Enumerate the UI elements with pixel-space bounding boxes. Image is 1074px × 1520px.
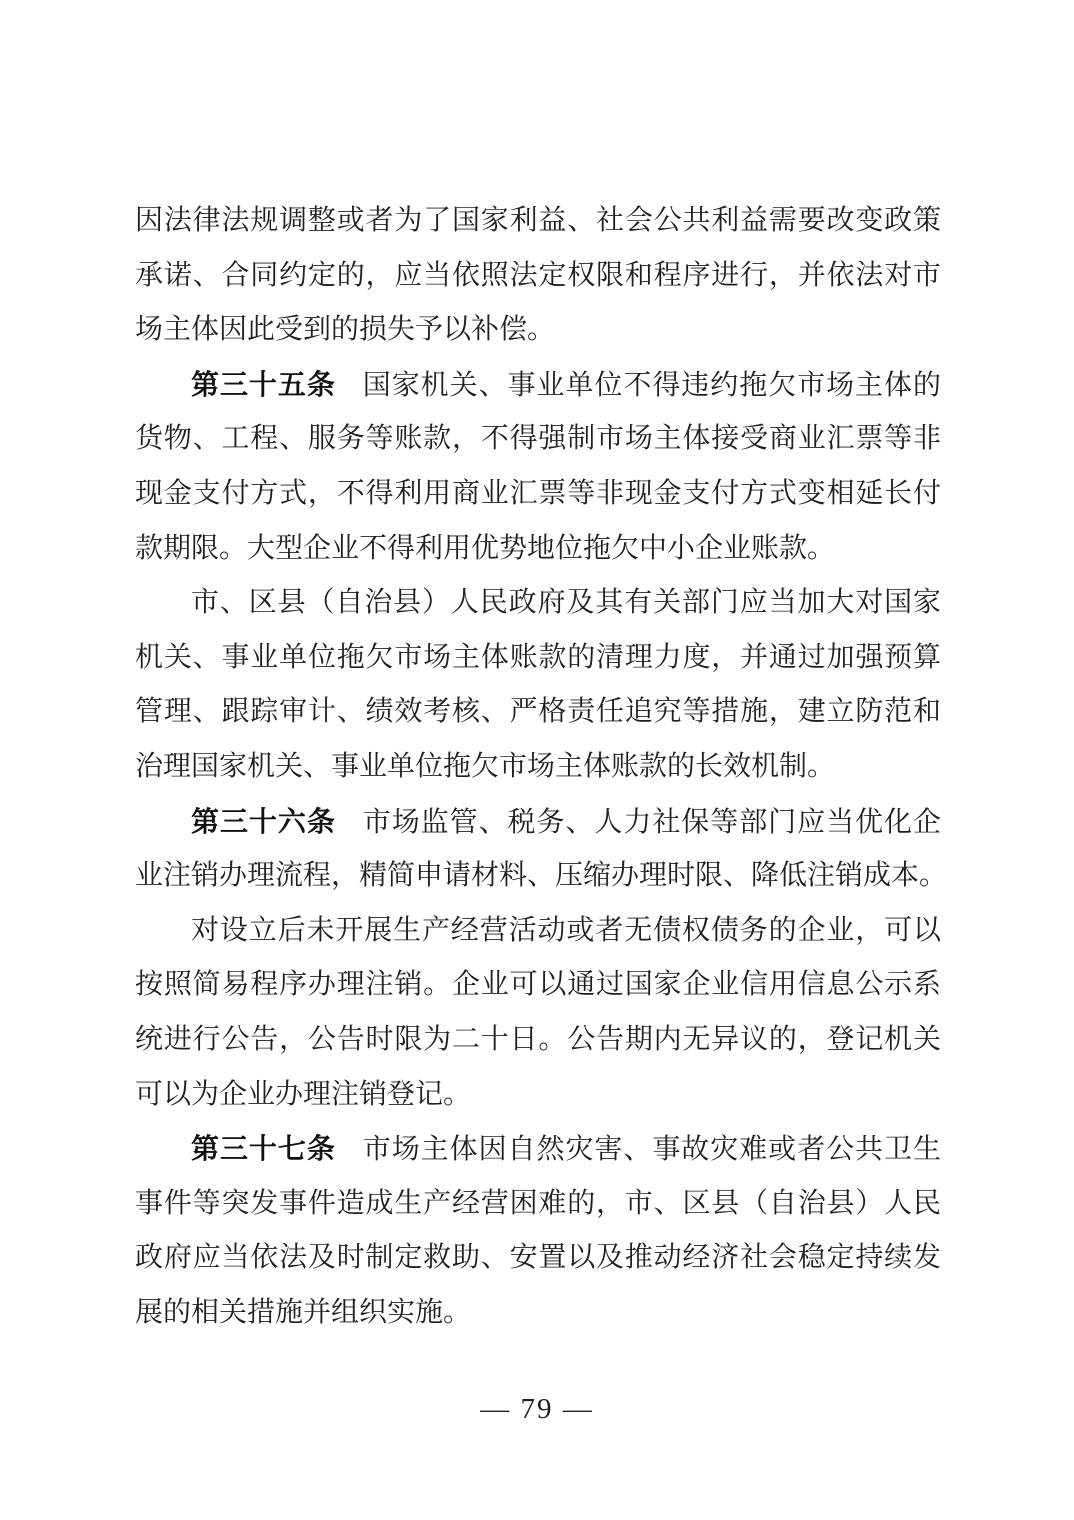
line-text: 场主体因此受到的损失予以补偿。 (135, 314, 556, 346)
text-line (135, 904, 941, 959)
text-line (135, 412, 941, 467)
line-text: 货物、工程、服务等账款，不得强制市场主体接受商业汇票等非 (135, 423, 941, 455)
line-text: 现金支付方式，不得利用商业汇票等非现金支付方式变相延长付 (135, 477, 941, 509)
paragraph (135, 576, 941, 794)
line-text: 对设立后未开展生产经营活动或者无债权债务的企业，可以 (191, 914, 941, 946)
article-number-label: 第三十六条 (191, 805, 336, 837)
line-text: 国家机关、事业单位不得违约拖欠市场主体的 (361, 369, 941, 401)
text-line (135, 1177, 941, 1232)
line-text: 业注销办理流程，精简申请材料、压缩办理时限、降低注销成本。 (135, 860, 948, 892)
text-line (135, 303, 941, 358)
line-text: 治理国家机关、事业单位拖欠市场主体账款的长效机制。 (135, 750, 836, 782)
article-paragraph (135, 795, 948, 904)
line-text: 按照简易程序办理注销。企业可以通过国家企业信用信息公示系 (135, 969, 941, 1001)
text-line (135, 740, 941, 795)
text-line (135, 249, 941, 304)
text-block (135, 194, 948, 1340)
paragraph (135, 904, 941, 1122)
line-text: 管理、跟踪审计、绩效考核、严格责任追究等措施，建立防范和 (135, 696, 941, 728)
line-text: 统进行公告，公告时限为二十日。公告期内无异议的，登记机关 (135, 1023, 941, 1055)
article-number-label: 第三十五条 (191, 368, 336, 400)
text-line (135, 795, 941, 850)
text-line (135, 685, 941, 740)
text-line (135, 194, 941, 249)
text-line (135, 467, 941, 522)
line-text: 事件等突发事件造成生产经营困难的，市、区县（自治县）人民 (135, 1187, 941, 1219)
text-line (135, 631, 941, 686)
line-text: 展的相关措施并组织实施。 (135, 1296, 472, 1328)
line-text: 机关、事业单位拖欠市场主体账款的清理力度，并通过加强预算 (135, 641, 941, 673)
line-text: 市场监管、税务、人力社保等部门应当优化企 (361, 806, 941, 838)
text-line (135, 522, 941, 577)
text-line (135, 1122, 941, 1177)
text-line (135, 1286, 941, 1341)
article-paragraph (135, 1122, 941, 1340)
paragraph (135, 194, 941, 358)
line-text: 市场主体因自然灾害、事故灾难或者公共卫生 (361, 1134, 941, 1166)
text-line (135, 849, 948, 904)
line-text: 市、区县（自治县）人民政府及其有关部门应当加大对国家 (191, 587, 941, 619)
line-text: 款期限。大型企业不得利用优势地位拖欠中小企业账款。 (135, 532, 836, 564)
text-line (135, 576, 941, 631)
text-line (135, 1068, 941, 1123)
page-number: — 79 — (480, 1393, 594, 1425)
line-text: 因法律法规调整或者为了国家利益、社会公共利益需要改变政策 (135, 205, 941, 236)
text-line (135, 358, 941, 413)
article-paragraph (135, 358, 941, 576)
text-line (135, 1231, 941, 1286)
article-number-label: 第三十七条 (191, 1133, 336, 1165)
text-line (135, 1013, 941, 1068)
line-text: 承诺、合同约定的，应当依照法定权限和程序进行，并依法对市 (135, 259, 941, 291)
line-text: 政府应当依法及时制定救助、安置以及推动经济社会稳定持续发 (135, 1242, 941, 1274)
line-text: 可以为企业办理注销登记。 (135, 1078, 472, 1110)
text-line (135, 958, 941, 1013)
